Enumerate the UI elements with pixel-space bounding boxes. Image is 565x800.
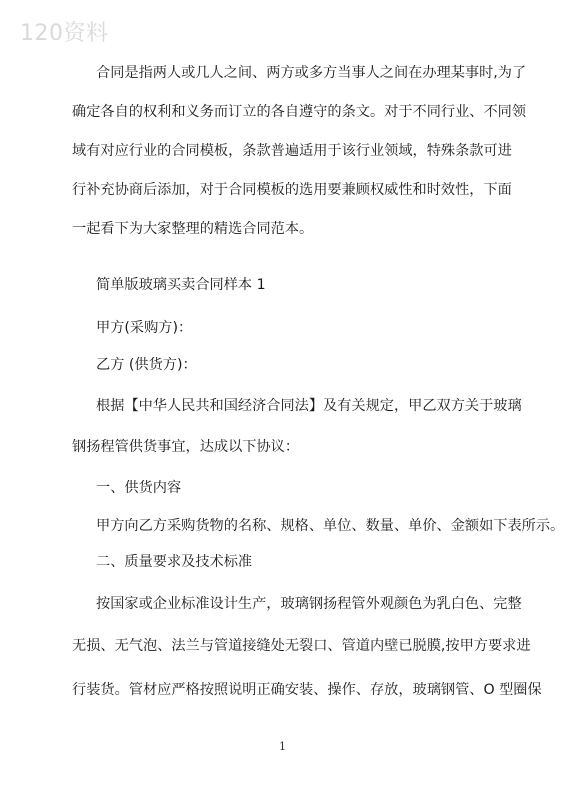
watermark-text: 120资料 bbox=[20, 21, 109, 46]
intro-line-1: 合同是指两人或几人之间、两方或多方当事人之间在办理某事时,为了 bbox=[96, 65, 527, 81]
section-2-line-3: 行装货。管材应严格按照说明正确安装、操作、存放，玻璃钢管、O 型圈保 bbox=[72, 682, 542, 698]
section-2-line-2: 无损、无气泡、法兰与管道接缝处无裂口、管道内壁已脱膜,按甲方要求进 bbox=[72, 638, 531, 654]
page-number: 1 bbox=[279, 740, 286, 753]
section-2-line-1: 按国家或企业标准设计生产，玻璃钢扬程管外观颜色为乳白色、完整 bbox=[96, 596, 522, 612]
party-b-label: 乙方 (供货方)： bbox=[96, 357, 197, 373]
intro-line-3: 域有对应行业的合同模板，条款普遍适用于该行业领域，特殊条款可进 bbox=[72, 143, 512, 159]
basis-line-2: 钢扬程管供货事宜，达成以下协议： bbox=[72, 439, 300, 455]
intro-line-5: 一起看下为大家整理的精选合同范本。 bbox=[72, 221, 314, 237]
sample-title: 简单版玻璃买卖合同样本 1 bbox=[96, 277, 266, 293]
basis-line-1: 根据【中华人民共和国经济合同法】及有关规定，甲乙双方关于玻璃 bbox=[96, 398, 522, 414]
party-a-label: 甲方(采购方)： bbox=[96, 320, 193, 336]
section-1-title: 一、供货内容 bbox=[96, 480, 182, 496]
intro-line-2: 确定各自的权利和义务而订立的各自遵守的条文。对于不同行业、不同领 bbox=[72, 104, 527, 120]
section-2-title: 二、质量要求及技术标准 bbox=[96, 554, 253, 570]
intro-line-4: 行补充协商后添加，对于合同模板的选用要兼顾权威性和时效性，下面 bbox=[72, 182, 512, 198]
section-1-body: 甲方向乙方采购货物的名称、规格、单位、数量、单价、金额如下表所示。 bbox=[96, 518, 565, 534]
